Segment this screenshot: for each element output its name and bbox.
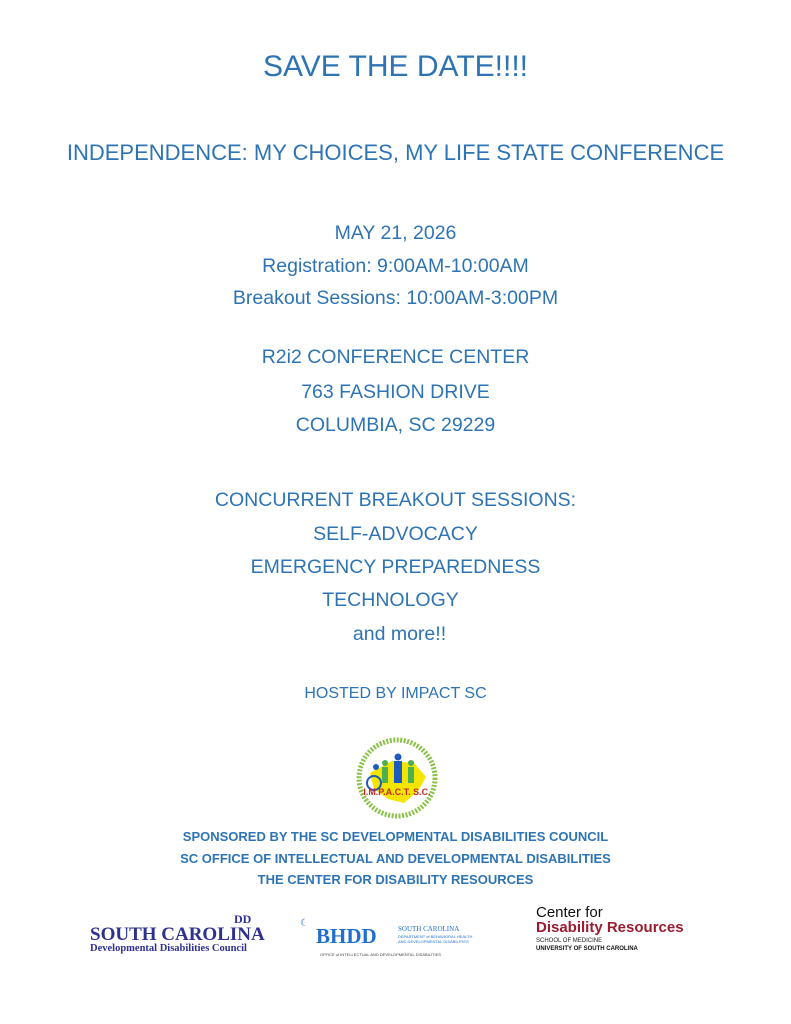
scddc-name: SOUTH CAROLINA: [90, 924, 265, 945]
bhdd-line4: OFFICE of INTELLECTUAL AND DEVELOPMENTAL DISABILITIES: [320, 952, 441, 957]
sc-ddc-logo: [88, 912, 268, 957]
bhdd-line1: SOUTH CAROLINA: [398, 925, 460, 933]
scddc-subtitle: Developmental Disabilities Council: [90, 943, 247, 954]
cdr-line4: UNIVERSITY OF SOUTH CAROLINA: [536, 946, 638, 952]
bhdd-mark: BHDD: [316, 924, 377, 948]
venue-street: 763 FASHION DRIVE: [301, 381, 490, 403]
venue-name: R2i2 CONFERENCE CENTER: [261, 346, 530, 368]
session-item: TECHNOLOGY: [322, 589, 459, 611]
moon-icon: ☾: [300, 918, 309, 929]
impact-logo-text: I.M.P.A.C.T. S.C.: [363, 787, 431, 797]
cdr-line1: Center for: [536, 904, 603, 921]
cdr-logo: [536, 904, 706, 956]
session-item: SELF-ADVOCACY: [313, 523, 478, 545]
conference-name: INDEPENDENCE: MY CHOICES, MY LIFE STATE CONFERENCE: [66, 140, 725, 165]
page-title: SAVE THE DATE!!!!: [262, 50, 529, 83]
sponsor-line: THE CENTER FOR DISABILITY RESOURCES: [257, 872, 534, 887]
impact-sc-logo: [352, 733, 442, 823]
session-item: and more!!: [352, 623, 447, 645]
event-date: MAY 21, 2026: [334, 222, 457, 244]
bhdd-line3: AND DEVELOPMENTAL DISABILITIES: [398, 939, 469, 944]
hosted-by: HOSTED BY IMPACT SC: [304, 685, 487, 702]
breakout-time: Breakout Sessions: 10:00AM-3:00PM: [232, 287, 559, 309]
sponsor-line: SC OFFICE OF INTELLECTUAL AND DEVELOPMENTAL DISABILITIES: [180, 851, 611, 866]
cdr-line2: Disability Resources: [536, 919, 684, 936]
venue-city: COLUMBIA, SC 29229: [295, 414, 496, 436]
bhdd-logo: [300, 918, 495, 960]
sponsor-line: SPONSORED BY THE SC DEVELOPMENTAL DISABILITIES COUNCIL: [182, 829, 609, 844]
registration-time: Registration: 9:00AM-10:00AM: [262, 255, 529, 277]
sessions-heading: CONCURRENT BREAKOUT SESSIONS:: [214, 489, 577, 511]
session-item: EMERGENCY PREPAREDNESS: [250, 556, 541, 578]
scddc-badge: DD: [234, 912, 252, 926]
cdr-line3: SCHOOL OF MEDICINE: [536, 938, 603, 944]
bhdd-line2: DEPARTMENT of BEHAVIORAL HEALTH: [398, 934, 473, 939]
